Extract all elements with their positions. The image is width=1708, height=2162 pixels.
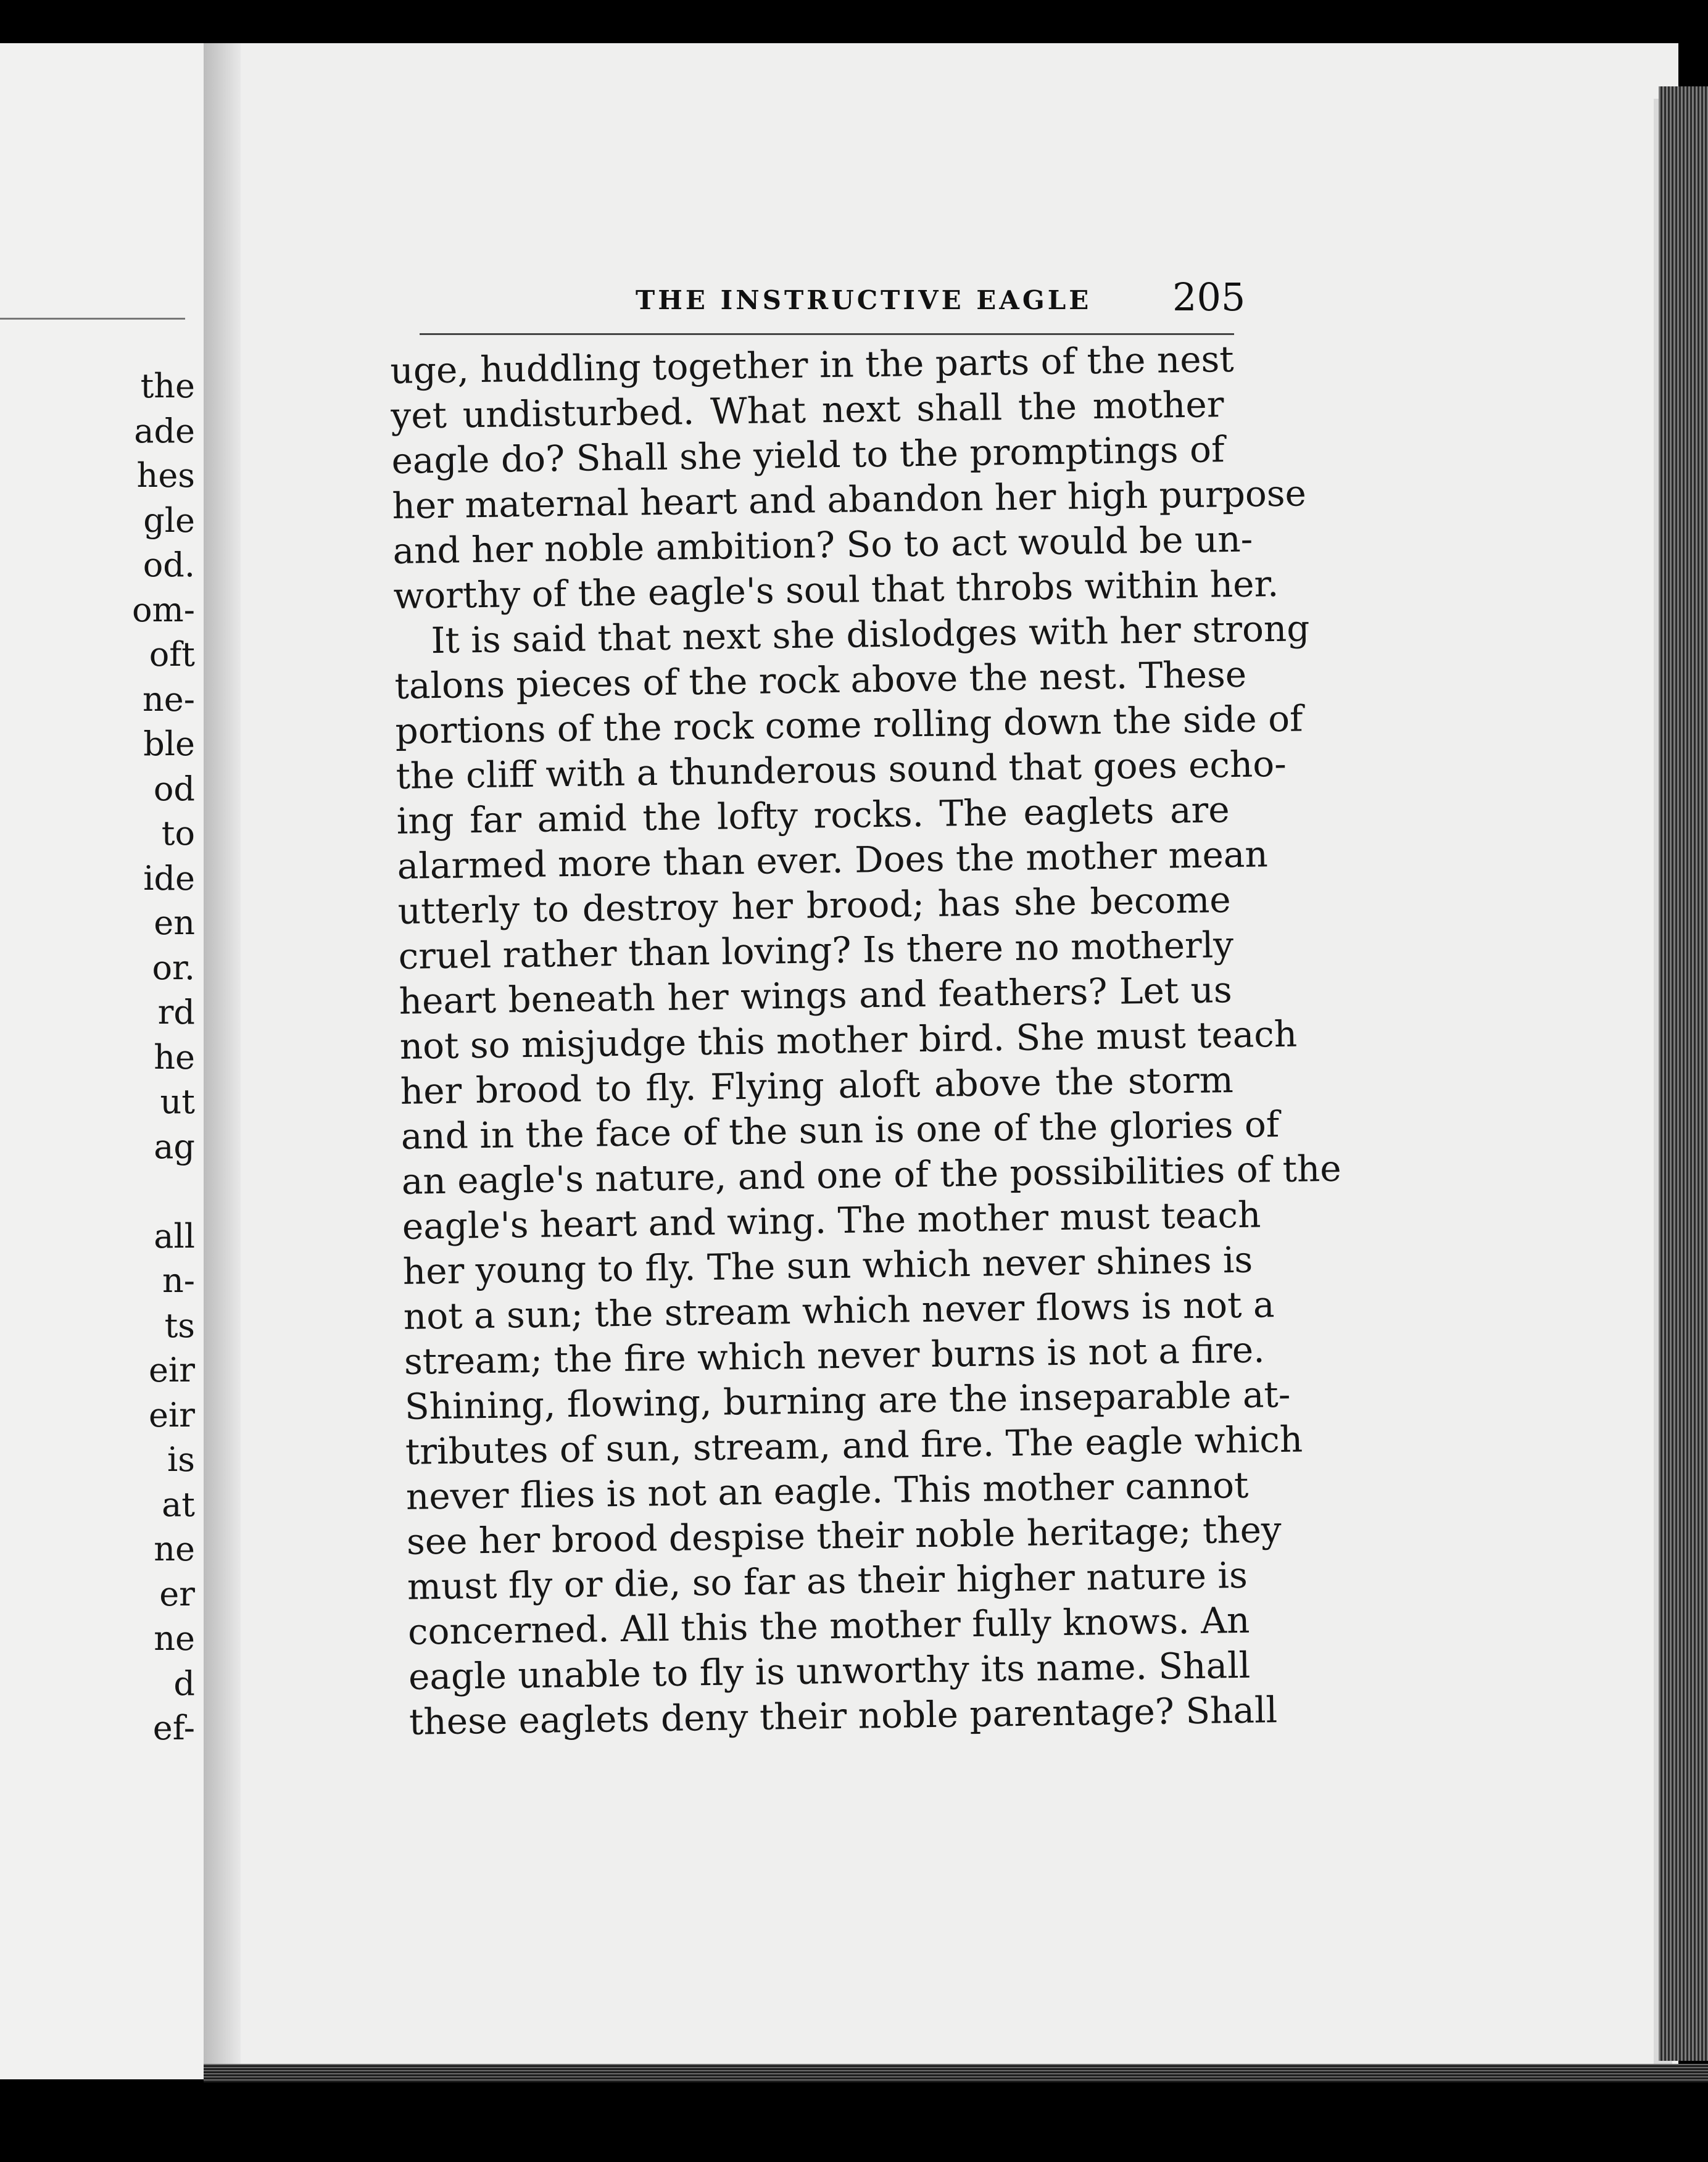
left-page-line: od [153, 769, 195, 808]
left-page-line: eir [148, 1395, 195, 1435]
text-line: utterly to destroy her brood; has she become [397, 879, 1232, 932]
page-number: 205 [1172, 275, 1246, 320]
text-line: uge, huddling together in the parts of the nest [390, 338, 1235, 392]
text-line: these eaglets deny their noble parentage? Shall [408, 1689, 1278, 1743]
left-page [0, 43, 205, 2079]
left-page-line: ne [154, 1530, 195, 1568]
text-line: her brood to fly. Flying aloft above the storm [400, 1059, 1234, 1112]
left-page-line: eir [148, 1351, 195, 1390]
left-page-line: ag [154, 1127, 195, 1166]
header-rule [420, 333, 1234, 335]
left-page-line: ne- [143, 679, 195, 719]
text-line: concerned. All this the mother fully knows. An [407, 1599, 1250, 1653]
left-page-line: ne [154, 1619, 195, 1658]
text-line: see her brood despise their noble heritage; they [406, 1509, 1282, 1563]
left-page-line: gle [143, 500, 195, 540]
left-page-line: he [154, 1037, 195, 1077]
text-line: and her noble ambition? So to act would be un- [392, 518, 1253, 572]
left-page-line: ble [143, 724, 195, 763]
text-line: yet undisturbed. What next shall the mother [391, 383, 1224, 437]
text-line: portions of the rock come rolling down the side of [395, 697, 1303, 752]
text-line: must fly or die, so far as their higher nature is [407, 1554, 1248, 1608]
left-page-line: ut [160, 1082, 195, 1121]
text-line: Shining, flowing, burning are the inseparable at- [404, 1373, 1291, 1428]
body-text [390, 337, 1341, 1745]
left-page-line: om- [132, 590, 195, 629]
text-line: her young to fly. The sun which never shines is [402, 1238, 1253, 1293]
left-page-line: d [173, 1663, 195, 1703]
text-line: stream; the fire which never burns is not a fire. [404, 1328, 1266, 1383]
text-line: not so misjudge this mother bird. She must teach [399, 1013, 1298, 1067]
bottom-page-edges [204, 2064, 1708, 2082]
left-page-line: rd [157, 993, 195, 1032]
page-edges [1659, 86, 1708, 2061]
left-page-line: or. [152, 948, 195, 987]
text-line: an eagle's nature, and one of the possibilities of the [401, 1147, 1341, 1203]
text-line: the cliff with a thunderous sound that goes echo- [396, 742, 1287, 797]
text-line: eagle do? Shall she yield to the promptings of [391, 428, 1225, 482]
left-page-line: all [154, 1216, 195, 1256]
text-line: eagle unable to fly is unworthy its name. Shall [408, 1644, 1251, 1698]
paragraph-2 [394, 607, 1341, 1745]
left-page-line: er [159, 1574, 195, 1613]
text-line: and in the face of the sun is one of the glories of [400, 1103, 1280, 1158]
text-line: her maternal heart and abandon her high purpose [392, 472, 1307, 527]
left-page-line: is [167, 1440, 195, 1479]
left-page-line: to [161, 814, 195, 853]
text-line: talons pieces of the rock above the nest. These [394, 653, 1247, 707]
text-line: never flies is not an eagle. This mother cannot [405, 1464, 1249, 1518]
left-page-line: at [162, 1485, 195, 1524]
text-line: heart beneath her wings and feathers? Let us [399, 969, 1233, 1022]
text-line: not a sun; the stream which never flows is not a [403, 1283, 1275, 1338]
text-line: worthy of the eagle's soul that throbs within her. [393, 562, 1279, 617]
text-line: ing far amid the lofty rocks. The eaglets are [396, 789, 1230, 842]
left-page-line: ade [134, 411, 195, 450]
text-line: eagle's heart and wing. The mother must teach [402, 1193, 1261, 1248]
text-line: cruel rather than loving? Is there no motherly [398, 924, 1234, 977]
left-page-line: oft [149, 635, 195, 674]
text-line: alarmed more than ever. Does the mother mean [397, 833, 1269, 887]
text-line: tributes of sun, stream, and fire. The eagle which [405, 1418, 1303, 1473]
book-gutter [204, 43, 241, 2079]
left-page-line: hes [136, 456, 195, 495]
left-page-line: ts [164, 1306, 195, 1345]
left-page-line: ef- [152, 1708, 195, 1747]
text-line: It is said that next she dislodges with her strong [431, 607, 1310, 662]
left-page-rule [0, 318, 185, 320]
left-page-line: od. [143, 545, 195, 584]
left-page-line: ide [143, 858, 195, 898]
left-page-line: the [140, 367, 195, 405]
left-page-line: en [154, 903, 195, 942]
left-page-line: n- [162, 1261, 195, 1300]
running-head: THE INSTRUCTIVE EAGLE [636, 285, 1092, 315]
paragraph-1 [390, 337, 1307, 619]
